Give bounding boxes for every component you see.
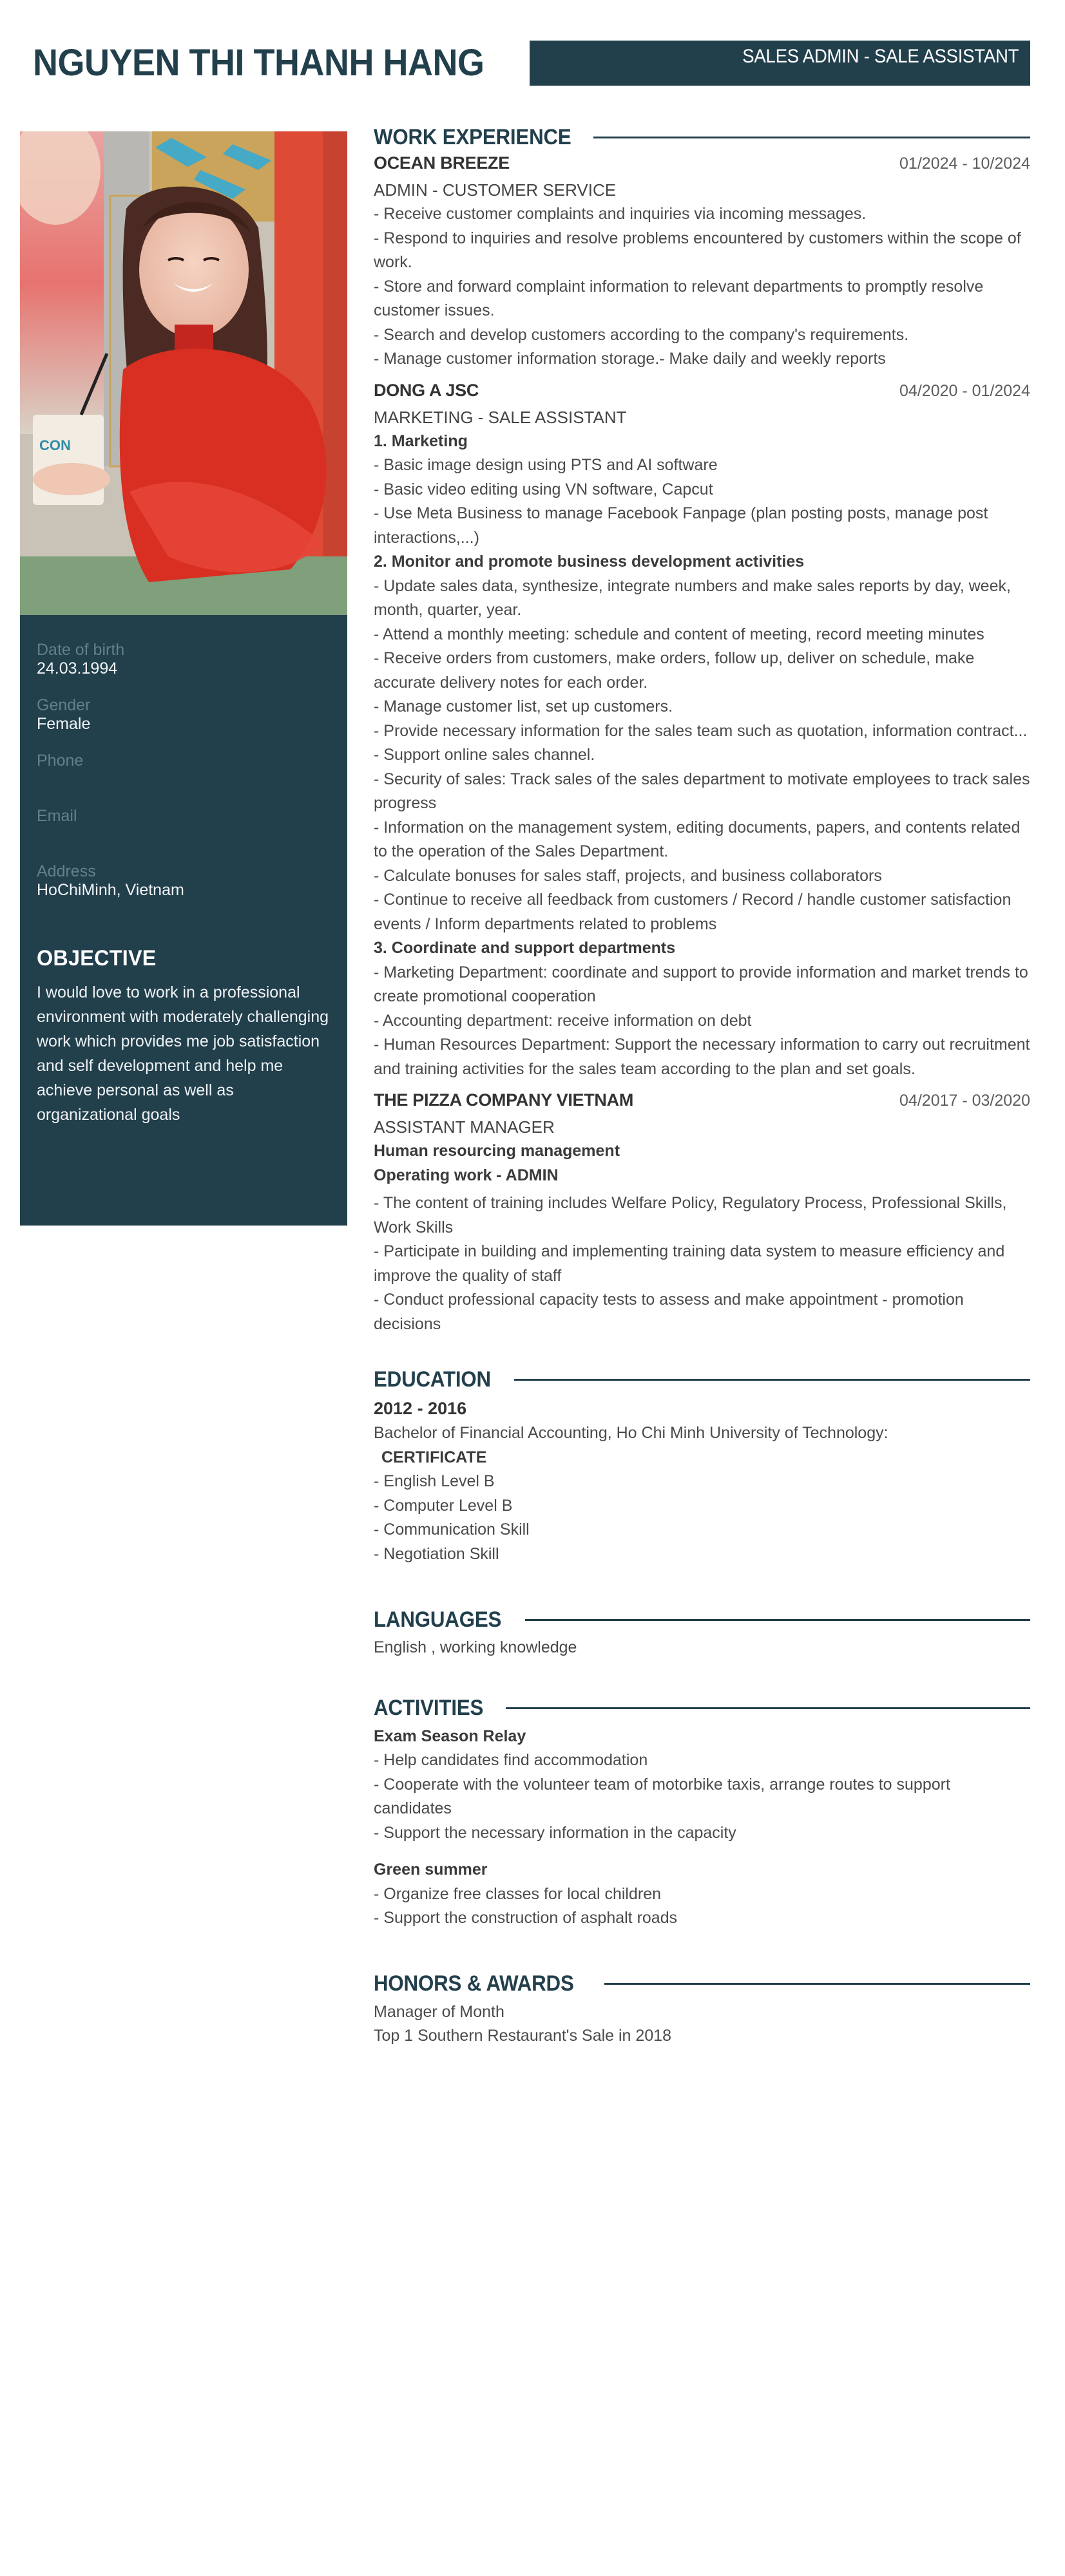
activities-header [374, 1694, 1030, 1723]
job-entry [374, 1090, 1030, 1336]
job-duty: - Receive customer complaints and inquiries via incoming messages. [374, 205, 867, 223]
main-content [374, 122, 1030, 2049]
personal-info [37, 641, 333, 918]
certificate-item: - Computer Level B [374, 1496, 513, 1515]
education-degree: Bachelor of Financial Accounting, Ho Chi Minh University of Technology: [374, 1424, 888, 1442]
duty-group-title: 2. Monitor and promote business development activities [374, 553, 805, 571]
languages-header [374, 1605, 1030, 1634]
duty-group-title: Human resourcing management [374, 1142, 620, 1160]
certificate-item: - Communication Skill [374, 1520, 530, 1539]
job-duty: - Receive orders from customers, make orders, follow up, deliver on schedule, make accurate delivery notes for each order. [374, 649, 975, 692]
job-entry [374, 381, 1030, 1082]
award-item: Top 1 Southern Restaurant's Sale in 2018 [374, 2027, 672, 2045]
section-divider [604, 1983, 1030, 1985]
job-duty: - Manage customer list, set up customers. [374, 697, 673, 715]
section-title: LANGUAGES [374, 1607, 502, 1632]
job-duty: - The content of training includes Welfare Policy, Regulatory Process, Professional Skills, Work Skills [374, 1194, 1007, 1236]
job-duty: - Continue to receive all feedback from customers / Record / handle customer satisfaction events / Inform departments related to problems [374, 891, 1012, 933]
job-duty: - Human Resources Department: Support the necessary information to carry out recruitment and training activities for the sales team according to the plan and set goals. [374, 1036, 1030, 1078]
phone-label: Phone [37, 752, 84, 770]
language-item: English , working knowledge [374, 1638, 577, 1656]
email-label: Email [37, 807, 77, 825]
job-duty: - Information on the management system, editing documents, papers, and contents related to the operation of the Sales Department. [374, 818, 1021, 860]
honors-header [374, 1969, 1030, 1999]
company-name: DONG A JSC [374, 380, 479, 400]
activity-detail: - Support the necessary information in the capacity [374, 1823, 736, 1842]
svg-text:CON: CON [39, 437, 71, 453]
job-title-banner [530, 41, 1030, 86]
job-duty: - Conduct professional capacity tests to assess and make appointment - promotion decisions [374, 1291, 964, 1333]
job-title: SALES ADMIN - SALE ASSISTANT [742, 46, 1019, 67]
duty-group-title: 1. Marketing [374, 431, 468, 450]
section-title: ACTIVITIES [374, 1696, 484, 1720]
job-duty: - Basic video editing using VN software, Capcut [374, 480, 713, 498]
job-duty: - Update sales data, synthesize, integrate numbers and make sales reports by day, week, month, quarter, year. [374, 576, 1011, 619]
address-label: Address [37, 862, 96, 880]
company-name: OCEAN BREEZE [374, 153, 510, 173]
activity-detail: - Cooperate with the volunteer team of motorbike taxis, arrange routes to support candidates [374, 1775, 950, 1817]
gender-label: Gender [37, 696, 91, 714]
job-duty: - Provide necessary information for the sales team such as quotation, information contract... [374, 721, 1028, 740]
candidate-name: NGUYEN THI THANH HANG [33, 42, 485, 84]
job-dates: 04/2020 - 01/2024 [899, 381, 1030, 400]
sidebar [20, 131, 347, 1226]
dob-value: 24.03.1994 [37, 659, 118, 677]
job-duty: - Use Meta Business to manage Facebook Fanpage (plan posting posts, manage post interactions,...) [374, 504, 988, 547]
activities-section [374, 1694, 1030, 1931]
job-duty: - Search and develop customers according to the company's requirements. [374, 325, 909, 344]
education-years: 2012 - 2016 [374, 1399, 467, 1418]
duty-group-title: 3. Coordinate and support departments [374, 939, 676, 957]
education-header [374, 1365, 1030, 1394]
job-duty: - Manage customer information storage.- Make daily and weekly reports [374, 350, 886, 368]
section-divider [506, 1707, 1030, 1709]
duty-group-title: Operating work - ADMIN [374, 1166, 559, 1184]
certificate-title: CERTIFICATE [381, 1448, 487, 1466]
activity-detail: - Organize free classes for local children [374, 1884, 662, 1903]
job-duty: - Respond to inquiries and resolve problems encountered by customers within the scope of work. [374, 229, 1021, 271]
honors-section [374, 1969, 1030, 2049]
dob-label: Date of birth [37, 641, 125, 659]
job-duty: - Support online sales channel. [374, 746, 595, 764]
job-duty: - Basic image design using PTS and AI software [374, 456, 718, 474]
job-role: ADMIN - CUSTOMER SERVICE [374, 180, 617, 200]
section-divider [593, 137, 1030, 138]
activity-name: Green summer [374, 1861, 488, 1879]
address-value: HoChiMinh, Vietnam [37, 881, 184, 899]
certificate-item: - English Level B [374, 1472, 495, 1490]
job-duty: - Marketing Department: coordinate and support to provide information and market trends to create promotional cooperation [374, 963, 1028, 1005]
gender-value: Female [37, 715, 91, 733]
job-dates: 04/2017 - 03/2020 [899, 1092, 1030, 1110]
work-experience-header [374, 122, 1030, 152]
job-dates: 01/2024 - 10/2024 [899, 155, 1030, 173]
section-title: HONORS & AWARDS [374, 1971, 574, 1996]
job-duty: - Store and forward complaint information to relevant departments to promptly resolve customer issues. [374, 277, 984, 319]
activity-name: Exam Season Relay [374, 1727, 526, 1745]
section-title: WORK EXPERIENCE [374, 124, 571, 149]
section-title: EDUCATION [374, 1367, 491, 1392]
objective-section [37, 946, 333, 1127]
award-item: Manager of Month [374, 2002, 504, 2021]
job-entry [374, 153, 1030, 372]
education-section [374, 1365, 1030, 1566]
languages-section [374, 1605, 1030, 1660]
profile-photo [20, 131, 347, 615]
job-duty: - Participate in building and implementing training data system to measure efficiency and improve the quality of staff [374, 1242, 1005, 1285]
job-duty: - Attend a monthly meeting: schedule and content of meeting, record meeting minutes [374, 625, 984, 643]
section-divider [514, 1379, 1030, 1381]
job-duty: - Security of sales: Track sales of the sales department to motivate employees to track sales progress [374, 770, 1030, 812]
company-name: THE PIZZA COMPANY VIETNAM [374, 1090, 634, 1110]
job-role: MARKETING - SALE ASSISTANT [374, 407, 627, 427]
job-duty: - Accounting department: receive information on debt [374, 1011, 752, 1030]
objective-text: I would love to work in a professional environment with moderately challenging work which provides me job satisfaction and self development and help me achieve personal as well as organizational goals [37, 983, 329, 1124]
job-role: ASSISTANT MANAGER [374, 1117, 555, 1137]
section-divider [525, 1619, 1030, 1621]
email-value [37, 826, 333, 862]
phone-value [37, 770, 333, 807]
activity-detail: - Help candidates find accommodation [374, 1751, 648, 1769]
certificate-item: - Negotiation Skill [374, 1544, 499, 1563]
activity-detail: - Support the construction of asphalt roads [374, 1909, 678, 1927]
objective-title: OBJECTIVE [37, 946, 157, 971]
job-duty: - Calculate bonuses for sales staff, projects, and business collaborators [374, 866, 882, 885]
